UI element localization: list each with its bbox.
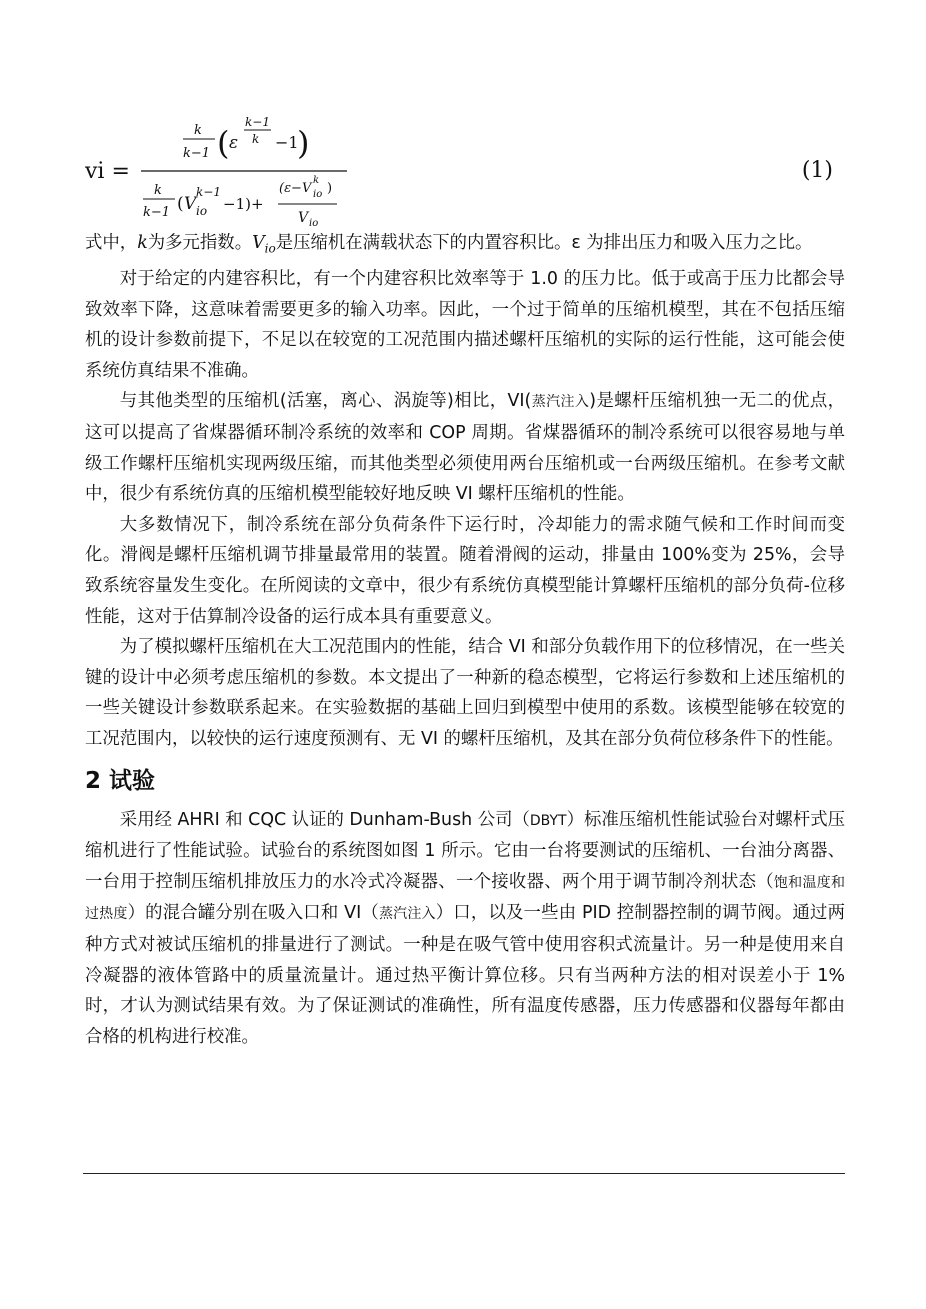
den-frac-sub: io <box>313 189 323 200</box>
num-km1: k−1 <box>183 146 211 161</box>
den-frac-den-V: V <box>298 210 309 226</box>
den-frac-close: ) <box>327 181 333 196</box>
num-minus-one: −1 <box>275 133 299 152</box>
document-page <box>85 112 845 1052</box>
den-tail: −1)+ <box>223 195 264 213</box>
num-lparen: ( <box>217 124 230 162</box>
den-V: V <box>184 194 197 214</box>
equation-number: (1) <box>801 158 833 183</box>
paragraph-2: 与其他类型的压缩机(活塞，离心、涡旋等)相比，VI(蒸汽注入)是螺杆压缩机独一无二的优点，这可以提高了省煤器循环制冷系统的效率和 COP 周期。省煤器循环的制冷系统可以很容易地与单级工作螺杆压缩机实现两级压缩，而其他类型必须使用两台压缩机或一台两级压缩机。在参考文献中，很少有系统仿真的压缩机模型能较好地反映 VI 螺杆压缩机的性能。 <box>85 391 845 505</box>
den-frac-num: (ε−V <box>279 181 312 196</box>
den-k: k <box>154 183 162 198</box>
num-exp-top: k−1 <box>245 115 270 129</box>
num-exp-bot: k <box>252 132 260 146</box>
paragraph-variables: 式中，k为多元指数。$V_{io}$是压缩机在满载状态下的内置容积比。ε 为排出压力和吸入压力之比。 <box>85 233 813 256</box>
num-eps: ε <box>229 133 239 153</box>
num-k: k <box>194 123 202 138</box>
var-k: k <box>137 233 148 253</box>
equation-lhs: vi = <box>85 159 130 184</box>
num-rparen: ) <box>297 124 310 162</box>
equation-formula <box>85 112 845 228</box>
equation-numerator <box>183 115 309 162</box>
den-km1: k−1 <box>143 205 171 220</box>
den-frac-den-sub: io <box>309 218 319 228</box>
den-frac-sup: k <box>313 175 320 186</box>
paragraph-1: 对于给定的内建容积比，有一个内建容积比效率等于 1.0 的压力比。低于或高于压力比都会导致效率下降，这意味着需要更多的输入功率。因此，一个过于简单的压缩机模型，其在不包括压缩机的设计参数前提下，不足以在较宽的工况范围内描述螺杆压缩机的实际的运行性能，这可能会使系统仿真结果不准确。 <box>85 269 845 381</box>
paragraph-4: 为了模拟螺杆压缩机在大工况范围内的性能，结合 VI 和部分负载作用下的位移情况，在一些关键的设计中必须考虑压缩机的参数。本文提出了一种新的稳态模型，它将运行参数和上述压缩机的一些关键设计参数联系起来。在实验数据的基础上回归到模型中使用的系数。该模型能够在较宽的工况范围内，以较快的运行速度预测有、无 VI 的螺杆压缩机，及其在部分负荷位移条件下的性能。 <box>85 637 845 749</box>
paragraph-5: 采用经 AHRI 和 CQC 认证的 Dunham-Bush 公司（DBYT）标准压缩机性能试验台对螺杆式压缩机进行了性能试验。试验台的系统图如图 1 所示。它由一台将要测试的压缩机、一台油分离器、一台用于控制压缩机排放压力的水冷式冷凝器、一个接收器、两个用于调节制冷剂状态（饱和温度和过热度）的混合罐分别在吸入口和 VI（蒸汽注入）口，以及一些由 PID 控制器控制的调节阀。通过两种方式对被试压缩机的排量进行了测试。一种是在吸气管中使用容积式流量计。另一种是使用来自冷凝器的液体管路中的质量流量计。通过热平衡计算位移。只有当两种方法的相对误差小于 1%时，才认为测试结果有效。为了保证测试的准确性，所有温度传感器，压力传感器和仪器每年都由合格的机构进行校准。 <box>85 809 845 1047</box>
equation-1 <box>85 112 845 228</box>
var-vio: V <box>252 233 265 253</box>
paragraph-3: 大多数情况下，制冷系统在部分负荷条件下运行时，冷却能力的需求随气候和工作时间而变化。滑阀是螺杆压缩机调节排量最常用的装置。随着滑阀的运动，排量由 100%变为 25%，会导致系统容量发生变化。在所阅读的文章中，很少有系统仿真模型能计算螺杆压缩机的部分负荷-位移性能，这对于估算制冷设备的运行成本具有重要意义。 <box>85 514 845 627</box>
den-sup: k−1 <box>196 185 221 199</box>
equation-denominator <box>143 175 337 228</box>
bottom-rule <box>83 1173 845 1174</box>
den-lparen: ( <box>177 194 184 214</box>
den-sub: io <box>196 204 208 218</box>
section-heading: 2 试验 <box>85 767 156 794</box>
